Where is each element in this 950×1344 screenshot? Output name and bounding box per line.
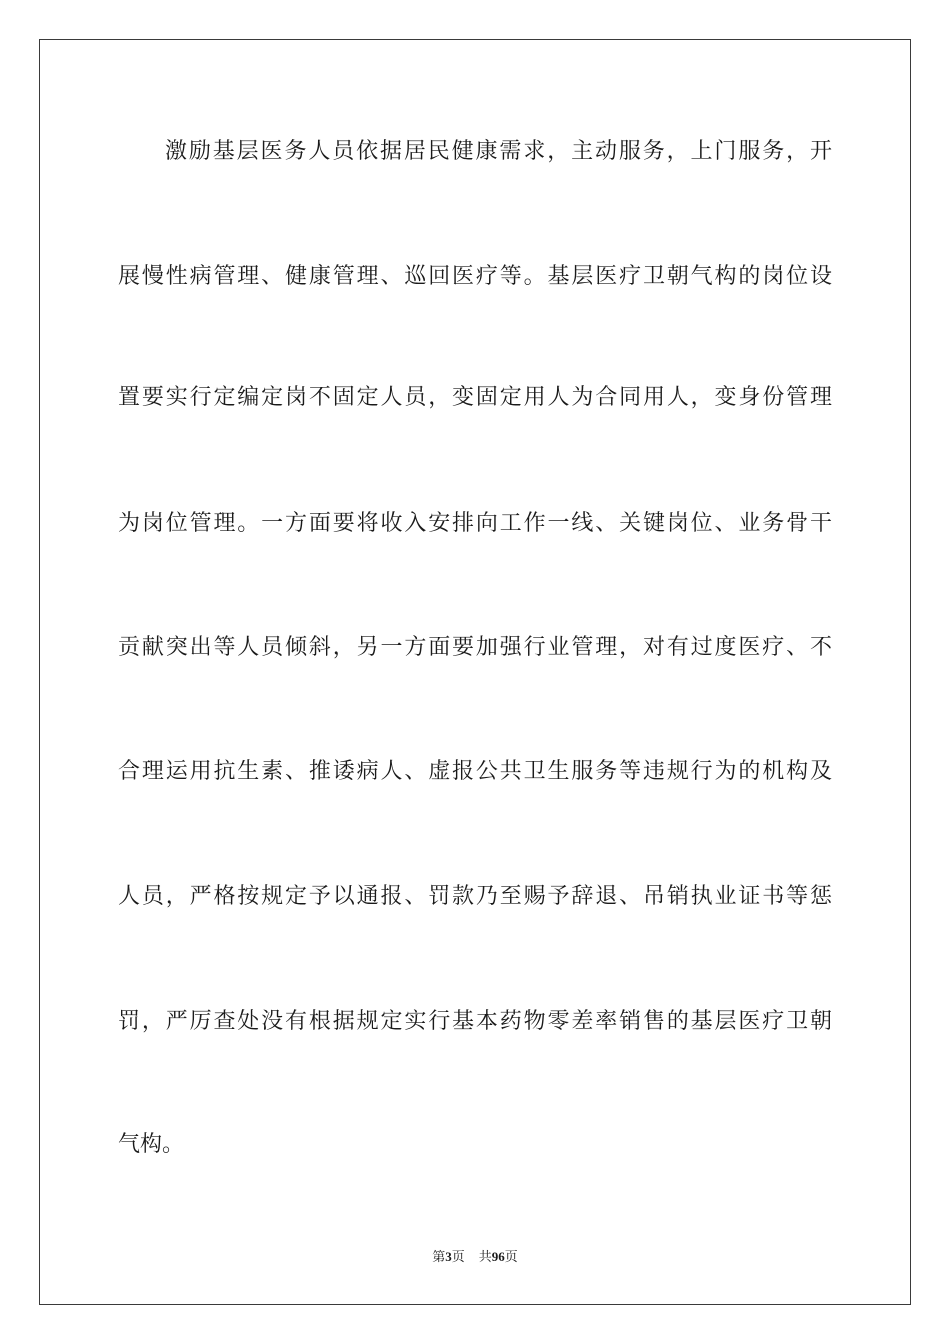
total-suffix: 页 [504,1250,518,1265]
paragraph-line: 激励基层医务人员依据居民健康需求，主动服务，上门服务，开 [165,139,832,164]
paragraph-line: 展慢性病管理、健康管理、巡回医疗等。基层医疗卫朝气构的岗位设 [118,264,832,289]
paragraph-line: 人员，严格按规定予以通报、罚款乃至赐予辞退、吊销执业证书等惩 [118,884,832,909]
page-number: 3 [445,1249,452,1264]
page-suffix: 页 [451,1250,465,1265]
paragraph-line: 罚，严厉查处没有根据规定实行基本药物零差率销售的基层医疗卫朝 [118,1009,832,1034]
paragraph-line: 合理运用抗生素、推诿病人、虚报公共卫生服务等违规行为的机构及 [118,759,832,784]
paragraph-line: 置要实行定编定岗不固定人员，变固定用人为合同用人，变身份管理 [118,385,832,410]
page-border [39,39,911,1305]
page-prefix: 第 [432,1250,446,1265]
page-footer [0,1248,950,1267]
paragraph-line: 为岗位管理。一方面要将收入安排向工作一线、关键岗位、业务骨干 [118,511,832,536]
total-prefix: 共 [478,1250,492,1265]
total-pages: 96 [491,1249,505,1264]
paragraph-line: 气构。 [118,1132,185,1157]
paragraph-line: 贡献突出等人员倾斜，另一方面要加强行业管理，对有过度医疗、不 [118,635,832,660]
